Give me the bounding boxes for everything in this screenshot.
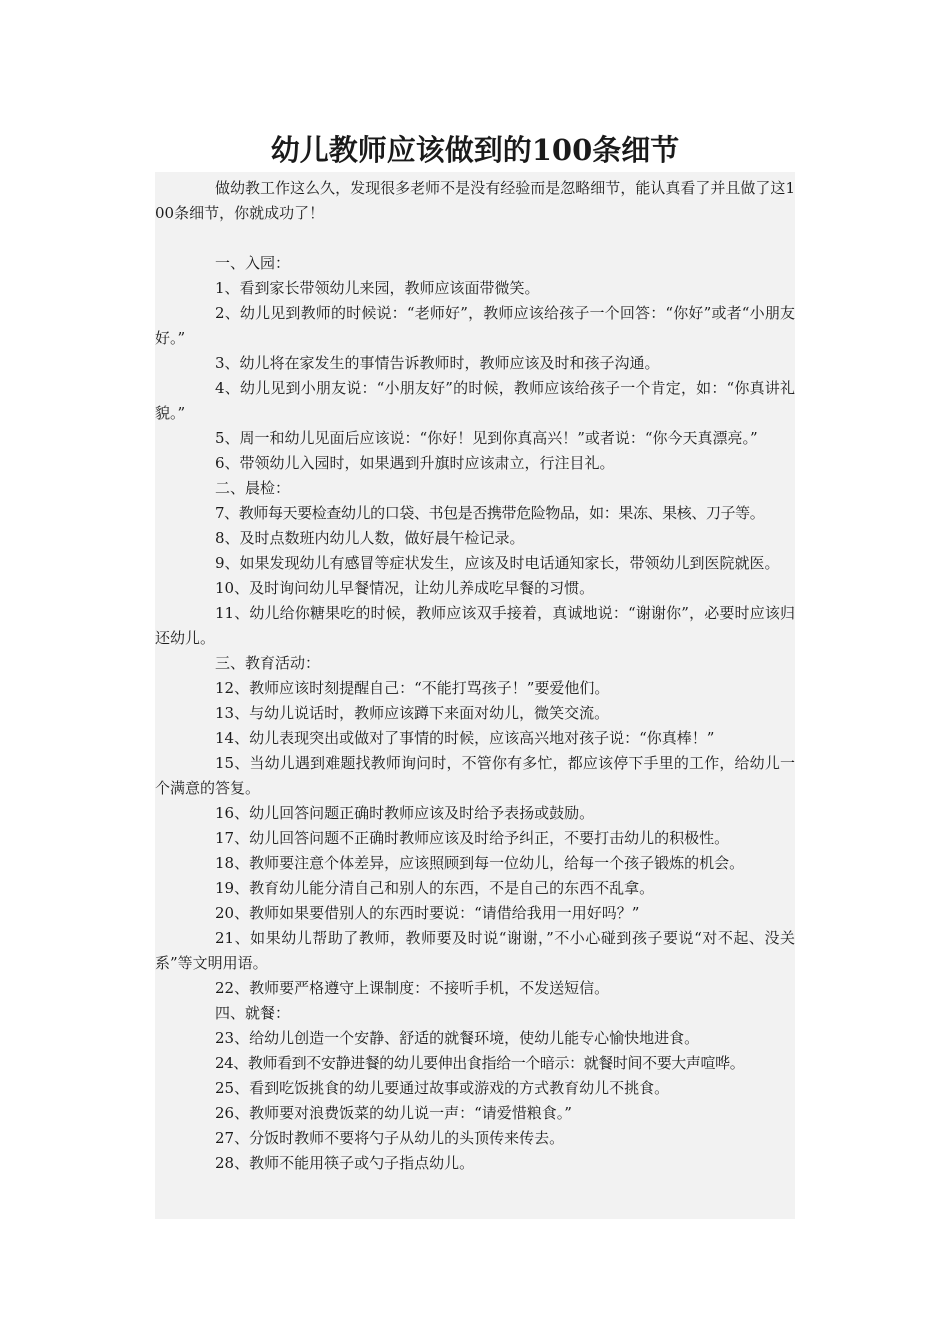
document-body <box>155 172 795 1219</box>
list-item: 7、教师每天要检查幼儿的口袋、书包是否携带危险物品，如：果冻、果核、刀子等。 <box>215 504 765 522</box>
list-item: 21、如果幼儿帮助了教师，教师要及时说“谢谢，”不小心碰到孩子要说“对不起、没关系”等文明用语。 <box>155 929 795 972</box>
list-item: 25、看到吃饭挑食的幼儿要通过故事或游戏的方式教育幼儿不挑食。 <box>215 1079 670 1097</box>
list-item: 10、及时询问幼儿早餐情况，让幼儿养成吃早餐的习惯。 <box>215 579 595 597</box>
list-item: 3、幼儿将在家发生的事情告诉教师时，教师应该及时和孩子沟通。 <box>215 354 660 372</box>
list-item: 22、教师要严格遵守上课制度：不接听手机，不发送短信。 <box>215 979 610 997</box>
list-item: 6、带领幼儿入园时，如果遇到升旗时应该肃立，行注目礼。 <box>215 454 615 472</box>
list-item: 13、与幼儿说话时，教师应该蹲下来面对幼儿，微笑交流。 <box>215 704 610 722</box>
list-item: 27、分饭时教师不要将勺子从幼儿的头顶传来传去。 <box>215 1129 565 1147</box>
list-item: 14、幼儿表现突出或做对了事情的时候，应该高兴地对孩子说：“你真棒！” <box>215 729 715 747</box>
list-item: 17、幼儿回答问题不正确时教师应该及时给予纠正，不要打击幼儿的积极性。 <box>215 829 730 847</box>
section-heading-morning-check: 二、晨检： <box>215 479 291 497</box>
list-item: 23、给幼儿创造一个安静、舒适的就餐环境，使幼儿能专心愉快地进食。 <box>215 1029 700 1047</box>
list-item: 8、及时点数班内幼儿人数，做好晨午检记录。 <box>215 529 525 547</box>
list-item: 15、当幼儿遇到难题找教师询问时，不管你有多忙，都应该停下手里的工作，给幼儿一个满意的答复。 <box>155 754 795 797</box>
list-item: 11、幼儿给你糖果吃的时候，教师应该双手接着，真诚地说：“谢谢你”，必要时应该归还幼儿。 <box>155 604 795 647</box>
list-item: 1、看到家长带领幼儿来园，教师应该面带微笑。 <box>215 279 540 297</box>
intro-paragraph: 做幼教工作这么久，发现很多老师不是没有经验而是忽略细节，能认真看了并且做了这100条细节，你就成功了！ <box>155 179 795 222</box>
list-item: 20、教师如果要借别人的东西时要说：“请借给我用一用好吗？” <box>215 904 640 922</box>
section-heading-education: 三、教育活动： <box>215 654 321 672</box>
list-item: 16、幼儿回答问题正确时教师应该及时给予表扬或鼓励。 <box>215 804 595 822</box>
document-title: 幼儿教师应该做到的100条细节 <box>270 133 680 167</box>
list-item: 24、教师看到不安静进餐的幼儿要伸出食指给一个暗示：就餐时间不要大声喧哗。 <box>215 1054 745 1072</box>
section-heading-arrival: 一、入园： <box>215 254 291 272</box>
list-item: 4、幼儿见到小朋友说：“小朋友好”的时候，教师应该给孩子一个肯定，如：“你真讲礼貌。” <box>155 379 795 422</box>
list-item: 2、幼儿见到教师的时候说：“老师好”，教师应该给孩子一个回答：“你好”或者“小朋友好。” <box>155 304 795 347</box>
list-item: 12、教师应该时刻提醒自己：“不能打骂孩子！”要爱他们。 <box>215 679 610 697</box>
section-heading-dining: 四、就餐： <box>215 1004 291 1022</box>
list-item: 18、教师要注意个体差异，应该照顾到每一位幼儿，给每一个孩子锻炼的机会。 <box>215 854 745 872</box>
list-item: 28、教师不能用筷子或勺子指点幼儿。 <box>215 1154 475 1172</box>
list-item: 9、如果发现幼儿有感冒等症状发生，应该及时电话通知家长，带领幼儿到医院就医。 <box>215 554 780 572</box>
blank-line <box>155 226 795 251</box>
list-item: 5、周一和幼儿见面后应该说：“你好！见到你真高兴！”或者说：“你今天真漂亮。” <box>215 429 758 447</box>
list-item: 19、教育幼儿能分清自己和别人的东西，不是自己的东西不乱拿。 <box>215 879 655 897</box>
list-item: 26、教师要对浪费饭菜的幼儿说一声：“请爱惜粮食。” <box>215 1104 572 1122</box>
